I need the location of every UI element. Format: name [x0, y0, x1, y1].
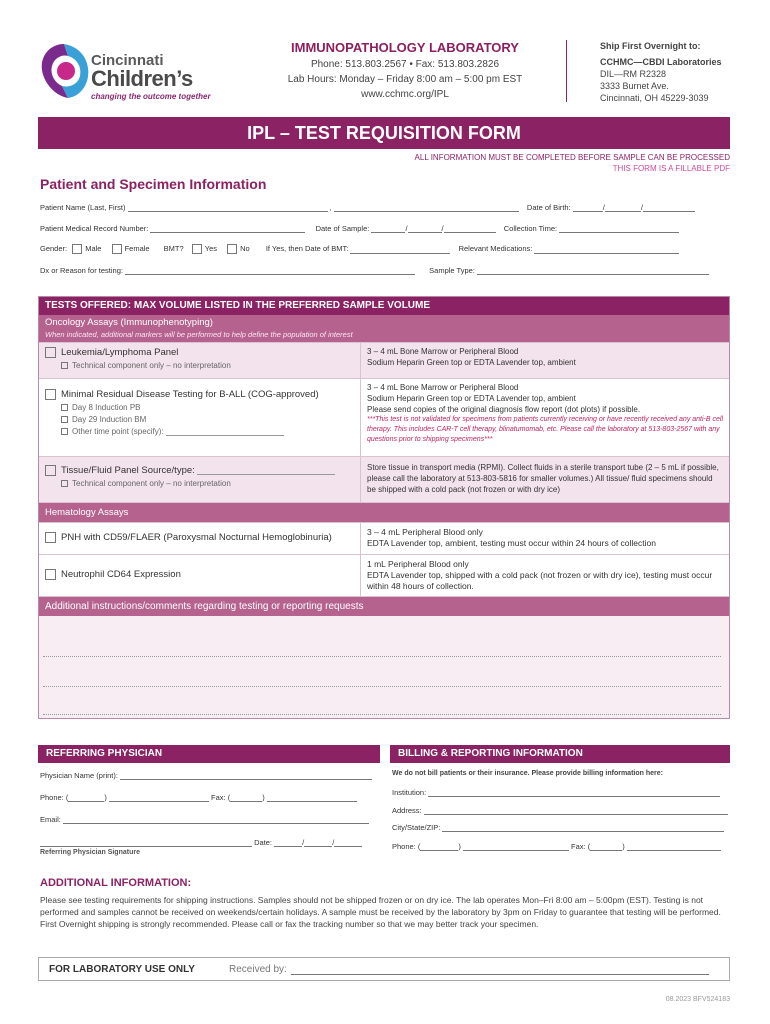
physician-name-label: Physician Name (print): — [40, 771, 118, 780]
logo-tagline: changing the outcome together — [91, 92, 211, 101]
mrd-other-checkbox[interactable] — [61, 428, 68, 435]
cd64-checkbox[interactable] — [45, 569, 56, 580]
dos-month-field[interactable] — [371, 224, 408, 233]
signature-date-label: Date: — [254, 838, 273, 847]
sig-date-slash-1: / — [302, 838, 305, 847]
leukemia-requirements — [361, 343, 729, 378]
gender-label: Gender: — [40, 244, 68, 253]
oncology-title: Oncology Assays (Immunophenotyping) — [39, 315, 729, 330]
mrd-req-3: Please send copies of the original diagnosis flow report (dot plots) if possible. — [367, 405, 641, 414]
city-row — [392, 823, 724, 832]
referring-physician-header: REFERRING PHYSICIAN — [38, 745, 380, 763]
mrd-name: Minimal Residual Disease Testing for B-ALL (COG-approved) — [61, 389, 319, 400]
billing-fax-field[interactable] — [627, 843, 721, 851]
ship-title: Ship First Overnight to: — [600, 41, 701, 51]
dob-month-field[interactable] — [573, 204, 603, 212]
dos-slash-2: / — [441, 224, 444, 233]
tissue-technical-checkbox[interactable] — [61, 480, 68, 487]
tissue-left — [39, 457, 361, 502]
dx-field[interactable] — [125, 267, 415, 275]
dob-year-field[interactable] — [640, 203, 695, 212]
pnh-requirements — [361, 523, 729, 554]
leukemia-left — [39, 343, 361, 378]
lab-use-box — [38, 957, 730, 981]
lab-title: IMMUNOPATHOLOGY LABORATORY — [291, 40, 519, 55]
mrd-req-2: Sodium Heparin Green top or EDTA Lavender top, ambient — [367, 394, 576, 403]
billing-header: BILLING & REPORTING INFORMATION — [390, 745, 730, 763]
cd64-left — [39, 555, 361, 596]
pnh-req-2: EDTA Lavender top, ambient, testing must occur within 24 hours of collection — [367, 538, 656, 548]
patient-row-2 — [40, 224, 679, 233]
physician-fax-paren: ) — [262, 793, 265, 802]
physician-phone-row — [40, 793, 357, 802]
billing-fax-area-field[interactable] — [590, 843, 622, 851]
sig-date-slash-2: / — [332, 838, 335, 847]
mrn-label: Patient Medical Record Number: — [40, 224, 149, 233]
name-comma: , — [329, 203, 332, 212]
fillable-notice: THIS FORM IS A FILLABLE PDF — [612, 164, 730, 173]
sig-date-day-field[interactable] — [304, 838, 335, 847]
male-checkbox[interactable] — [72, 244, 82, 254]
leukemia-checkbox[interactable] — [45, 347, 56, 358]
signature-label: Referring Physician Signature — [40, 849, 140, 856]
physician-signature-row — [40, 838, 362, 847]
city-label: City/State/ZIP: — [392, 823, 441, 832]
pnh-req-1: 3 – 4 mL Peripheral Blood only — [367, 527, 483, 537]
billing-note: We do not bill patients or their insurance. Please provide billing information here: — [392, 770, 663, 777]
medications-label: Relevant Medications: — [458, 244, 533, 253]
test-row-leukemia — [39, 342, 729, 378]
bmt-no-label: No — [240, 244, 250, 253]
patient-row-4 — [40, 266, 709, 275]
billing-fax-label: Fax: ( — [571, 842, 591, 851]
lab-contact-block — [255, 40, 555, 100]
cd64-name: Neutrophil CD64 Expression — [61, 569, 181, 580]
leukemia-technical-label: Technical component only – no interpretation — [72, 361, 231, 370]
comment-line-1 — [43, 656, 721, 657]
ship-address — [600, 40, 722, 104]
physician-email-row — [40, 815, 369, 824]
sample-type-label: Sample Type: — [429, 266, 475, 275]
tissue-checkbox[interactable] — [45, 465, 56, 476]
header — [0, 0, 770, 118]
sample-type-field[interactable] — [477, 267, 709, 275]
physician-fax-label: Fax: ( — [211, 793, 231, 802]
hematology-title: Hematology Assays — [39, 502, 729, 522]
dos-day-field[interactable] — [408, 225, 442, 233]
patient-name-label: Patient Name (Last, First) — [40, 203, 126, 212]
lab-phone-fax: Phone: 513.803.2567 • Fax: 513.803.2826 — [310, 59, 500, 70]
physician-fax-area-field[interactable] — [230, 794, 262, 802]
address-field[interactable] — [424, 807, 728, 815]
dob-day-field[interactable] — [602, 203, 641, 212]
oncology-note: When indicated, additional markers will be performed to help define the population of interest — [39, 330, 729, 342]
patient-section-title: Patient and Specimen Information — [40, 176, 267, 192]
mrd-checkbox[interactable] — [45, 389, 56, 400]
dos-slash-1: / — [405, 224, 408, 233]
leukemia-technical-checkbox[interactable] — [61, 362, 68, 369]
dob-slash-1: / — [602, 203, 605, 212]
dob-label: Date of Birth: — [526, 203, 571, 212]
lab-website[interactable]: www.cchmc.org/IPL — [361, 89, 449, 100]
pnh-checkbox[interactable] — [45, 532, 56, 543]
additional-info-text: Please see testing requirements for shipping instructions. Samples should not be shipped frozen or on dry ice. The lab operates Mon–Fri 8:00 am – 5:00pm (EST). Testing is not performed and samples cannot be received on weekends/certain holidays. A sample must be received by the laboratory by 3pm on Friday to guarantee that testing will be performed. First Overnight shipping is strongly recommended. Please call or fax the tracking number so that we may better track your specimen. — [40, 895, 721, 929]
institution-row — [392, 788, 720, 797]
patient-first-name-field[interactable] — [334, 204, 519, 212]
leukemia-name: Leukemia/Lymphoma Panel — [61, 347, 179, 358]
male-label: Male — [85, 244, 102, 253]
cd64-req-1: 1 mL Peripheral Blood only — [367, 559, 469, 569]
received-by-label: Received by: — [229, 963, 287, 975]
medications-field[interactable] — [534, 246, 679, 254]
form-title: IPL – TEST REQUISITION FORM — [38, 117, 730, 149]
city-field[interactable] — [442, 824, 724, 832]
cd64-requirements — [361, 555, 729, 596]
dx-label: Dx or Reason for testing: — [40, 266, 123, 275]
physician-email-label: Email: — [40, 815, 61, 824]
mrd-left — [39, 379, 361, 456]
pnh-left — [39, 523, 361, 554]
comment-line-3 — [43, 714, 721, 715]
pnh-name: PNH with CD59/FLAER (Paroxysmal Nocturnal Hemoglobinuria) — [61, 532, 332, 543]
test-row-pnh — [39, 522, 729, 554]
physician-email-field[interactable] — [63, 816, 369, 824]
bmt-label: BMT? — [163, 244, 184, 253]
institution-field[interactable] — [428, 789, 720, 797]
mrd-day8-checkbox[interactable] — [61, 404, 68, 411]
bmt-no-checkbox[interactable] — [227, 244, 237, 254]
additional-instructions-field[interactable] — [39, 616, 729, 718]
mrd-day29-label: Day 29 Induction BM — [72, 415, 147, 424]
tissue-requirements — [361, 457, 729, 502]
logo-text-childrens: Children’s — [91, 66, 193, 91]
institution-label: Institution: — [392, 788, 427, 797]
bmt-yes-checkbox[interactable] — [192, 244, 202, 254]
tissue-name: Tissue/Fluid Panel Source/type: — [61, 465, 195, 476]
sig-date-month-field[interactable] — [274, 838, 305, 847]
leukemia-req-2: Sodium Heparin Green top or EDTA Lavender top, ambient — [367, 358, 576, 367]
collection-time-field[interactable] — [559, 225, 679, 233]
dos-year-field[interactable] — [441, 224, 496, 233]
logo-text-cincinnati: Cincinnati — [91, 52, 164, 69]
patient-row-3 — [40, 244, 679, 254]
mrd-other-field[interactable] — [166, 428, 284, 436]
dob-slash-2: / — [640, 203, 643, 212]
physician-fax-field[interactable] — [267, 794, 357, 802]
collection-time-label: Collection Time: — [503, 224, 558, 233]
mrd-req-1: 3 – 4 mL Bone Marrow or Peripheral Blood — [367, 383, 519, 392]
cd64-req-2: EDTA Lavender top, shipped with a cold pack (not frozen or with dry ice), testing must occur within 48 hours of collection. — [367, 570, 713, 591]
tests-offered-table — [38, 296, 730, 719]
physician-signature-field[interactable] — [40, 839, 252, 847]
sig-date-year-field[interactable] — [334, 839, 362, 847]
test-row-mrd — [39, 378, 729, 456]
patient-last-name-field[interactable] — [128, 204, 328, 212]
physician-phone-label: Phone: ( — [40, 793, 69, 802]
address-label: Address: — [392, 806, 422, 815]
additional-instructions-title: Additional instructions/comments regarding testing or reporting requests — [39, 596, 729, 616]
billing-phone-row — [392, 842, 721, 851]
billing-phone-paren: ) — [458, 842, 461, 851]
received-by-row — [229, 964, 709, 975]
female-checkbox[interactable] — [112, 244, 122, 254]
form-footer-code: 08.2023 BFV524183 — [665, 996, 730, 1003]
bmt-yes-label: Yes — [204, 244, 218, 253]
mrd-other-label: Other time point (specify): — [72, 427, 164, 436]
female-label: Female — [124, 244, 150, 253]
leukemia-req-1: 3 – 4 mL Bone Marrow or Peripheral Blood — [367, 347, 519, 356]
tissue-req-1: Store tissue in transport media (RPMI). Collect fluids in a sterile transport tube (2 – 5 mL if possible, please call the laboratory at 513-803-5816 for smaller volumes.) All tissue/ fluid specimens should be shipped with a cold pack (not frozen or with dry ice) — [367, 463, 719, 494]
required-notice: ALL INFORMATION MUST BE COMPLETED BEFORE SAMPLE CAN BE PROCESSED — [414, 153, 730, 162]
ship-line-3: 3333 Burnet Ave. — [600, 81, 669, 91]
address-row — [392, 806, 728, 815]
mrd-day29-checkbox[interactable] — [61, 416, 68, 423]
header-divider — [566, 40, 567, 102]
bmt-date-field[interactable] — [350, 246, 450, 254]
test-row-cd64 — [39, 554, 729, 596]
test-row-tissue — [39, 456, 729, 502]
physician-name-row — [40, 771, 372, 780]
patient-row-1 — [40, 203, 695, 212]
additional-info-title: ADDITIONAL INFORMATION: — [40, 877, 192, 889]
mrd-day8-label: Day 8 Induction PB — [72, 403, 141, 412]
date-of-sample-label: Date of Sample: — [315, 224, 370, 233]
billing-phone-field[interactable] — [463, 843, 569, 851]
mrd-warning: ***This test is not validated for specimens from patients currently receiving or have recently received any anti-B cell therapy. This includes CAR-T cell therapy, blinatumomab, etc. Please call the laboratory at 513-803-2567 with any questions prior to shipping specimens*** — [367, 416, 723, 443]
comment-line-2 — [43, 686, 721, 687]
billing-phone-label: Phone: ( — [392, 842, 421, 851]
lab-hours: Lab Hours: Monday – Friday 8:00 am – 5:00 pm EST — [287, 74, 523, 85]
physician-phone-area-field[interactable] — [68, 794, 104, 802]
mrn-field[interactable] — [150, 225, 305, 233]
physician-phone-paren: ) — [104, 793, 107, 802]
received-by-field[interactable] — [291, 965, 709, 975]
ship-line-4: Cincinnati, OH 45229-3039 — [600, 93, 709, 103]
physician-name-field[interactable] — [120, 772, 372, 780]
lab-use-label: FOR LABORATORY USE ONLY — [49, 963, 195, 975]
billing-fax-paren: ) — [622, 842, 625, 851]
mrd-requirements — [361, 379, 729, 456]
logo-mark-icon — [38, 40, 90, 102]
ship-line-2: DIL—RM R2328 — [600, 69, 667, 79]
tissue-source-field[interactable] — [197, 466, 335, 475]
cincinnati-childrens-logo — [38, 40, 218, 104]
bmt-date-label: If Yes, then Date of BMT: — [265, 244, 349, 253]
tissue-technical-label: Technical component only – no interpretation — [72, 479, 231, 488]
ship-line-1: CCHMC—CBDI Laboratories — [600, 57, 722, 67]
billing-phone-area-field[interactable] — [420, 843, 458, 851]
tests-header: TESTS OFFERED: MAX VOLUME LISTED IN THE PREFERRED SAMPLE VOLUME — [39, 297, 729, 315]
physician-phone-field[interactable] — [109, 794, 209, 802]
